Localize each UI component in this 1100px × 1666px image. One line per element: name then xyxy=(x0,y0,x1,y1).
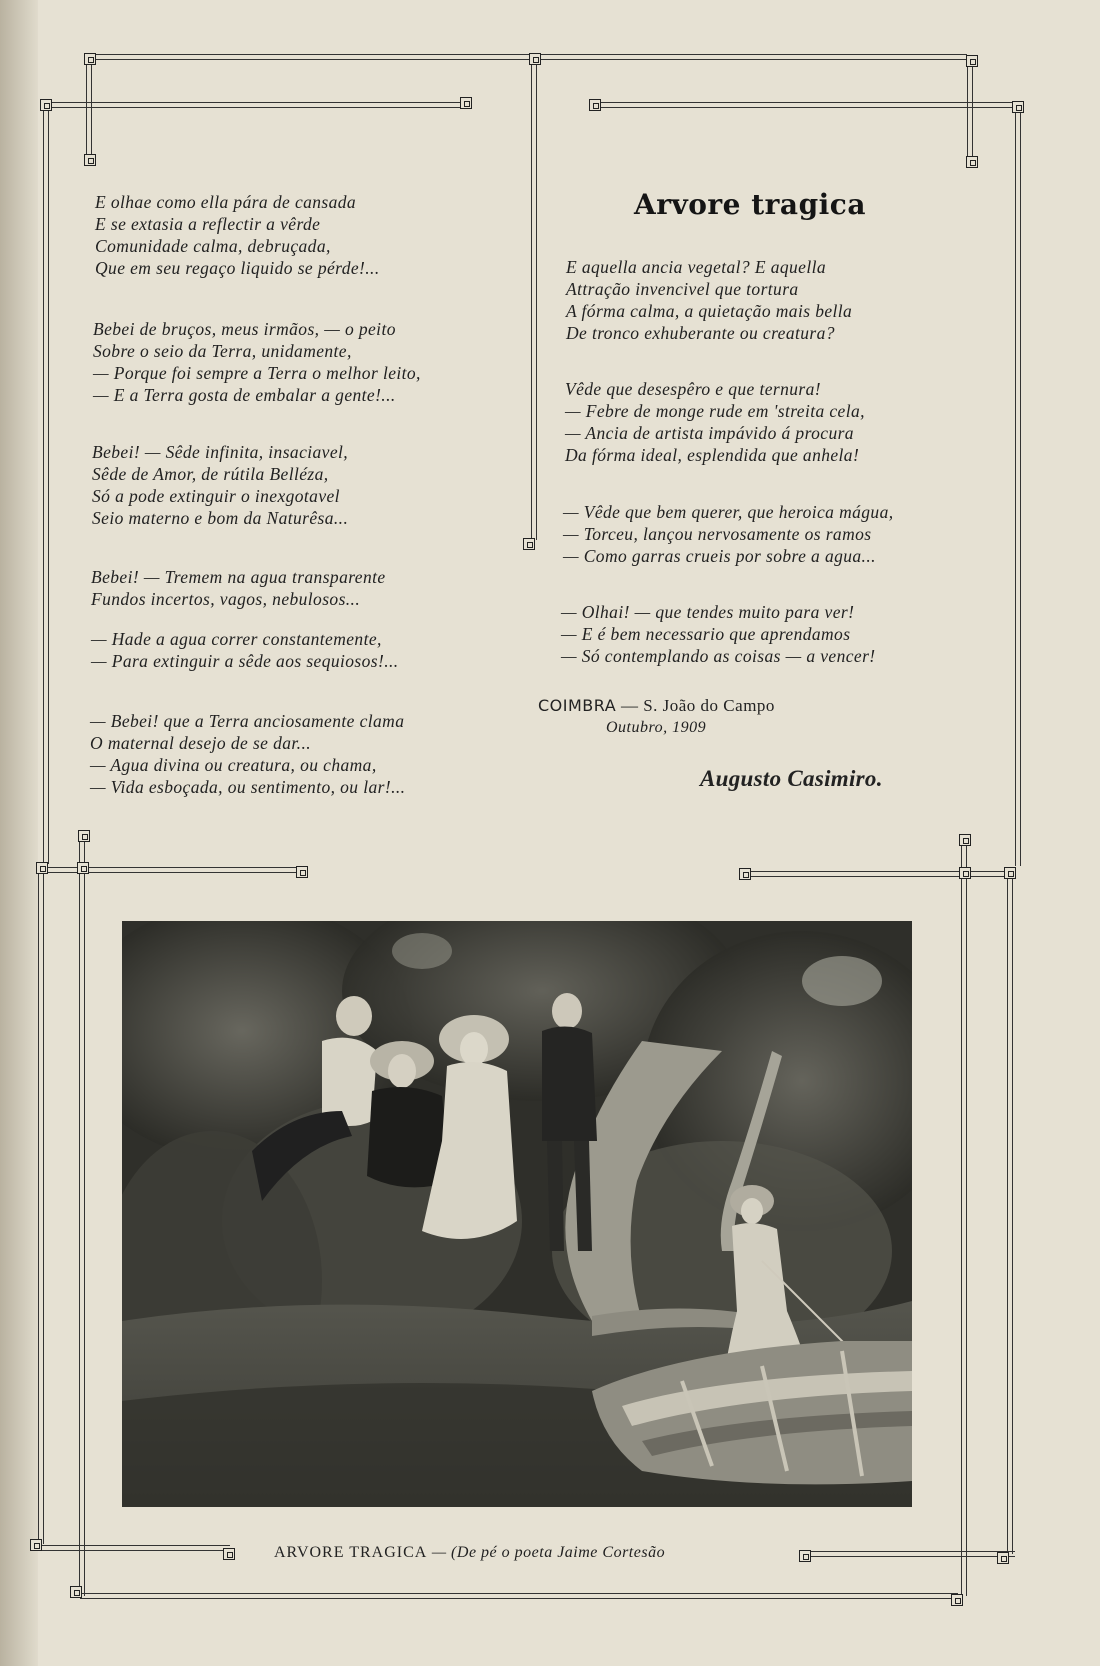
verse-line: — Torceu, lançou nervosamente os ramos xyxy=(563,524,872,544)
verse-line: — Vida esboçada, ou sentimento, ou lar!... xyxy=(90,777,406,797)
verse-line: — Para extinguir a sêde aos sequiosos!... xyxy=(91,651,399,671)
verse-line: — E a Terra gosta de embalar a gente!... xyxy=(93,385,396,405)
page-binding-edge xyxy=(0,0,38,1666)
verse-line: — Porque foi sempre a Terra o melhor leito, xyxy=(93,363,421,383)
verse-line: Vêde que desespêro e que ternura! xyxy=(565,379,822,399)
verse-line: Fundos incertos, vagos, nebulosos... xyxy=(91,589,361,609)
caption-title: ARVORE TRAGICA xyxy=(274,1544,428,1561)
verse-line: Attração invencivel que tortura xyxy=(566,279,799,299)
place-city: COIMBRA xyxy=(538,696,617,715)
verse-line: — Febre de monge rude em 'streita cela, xyxy=(565,401,865,421)
verse-line: — Só contemplando as coisas — a vencer! xyxy=(561,646,876,666)
verse-line: Seio materno e bom da Naturêsa... xyxy=(92,508,349,528)
verse-line: Que em seu regaço liquido se pérde!... xyxy=(95,258,380,278)
left-stanza-3 xyxy=(92,441,348,529)
left-stanza-4 xyxy=(91,566,386,610)
verse-line: Sobre o seio da Terra, unidamente, xyxy=(93,341,352,361)
verse-line: — Vêde que bem querer, que heroica mágua, xyxy=(563,502,894,522)
right-stanza-1 xyxy=(566,256,852,344)
verse-line: De tronco exhuberante ou creatura? xyxy=(566,323,835,343)
caption-detail: — (De pé o poeta Jaime Cortesão xyxy=(427,1544,666,1561)
poem-title: Arvore tragica xyxy=(634,188,866,221)
photo-caption xyxy=(274,1544,665,1562)
verse-line: Bebei! — Tremem na agua transparente xyxy=(91,567,386,587)
left-stanza-6 xyxy=(90,710,405,798)
photograph-image xyxy=(122,921,912,1507)
right-stanza-3 xyxy=(563,501,894,567)
verse-line: Comunidade calma, debruçada, xyxy=(95,236,331,256)
verse-line: E se extasia a reflectir a vêrde xyxy=(95,214,321,234)
verse-line: Da fórma ideal, esplendida que anhela! xyxy=(565,445,860,465)
verse-line: — Ancia de artista impávido á procura xyxy=(565,423,854,443)
verse-line: — Bebei! que a Terra anciosamente clama xyxy=(90,711,405,731)
verse-line: — Olhai! — que tendes muito para ver! xyxy=(561,602,855,622)
verse-line: — E é bem necessario que aprendamos xyxy=(561,624,851,644)
place-detail: — S. João do Campo xyxy=(616,696,775,715)
right-stanza-2 xyxy=(565,378,865,466)
left-stanza-1 xyxy=(95,191,380,279)
photograph xyxy=(122,921,912,1507)
verse-line: E aquella ancia vegetal? E aquella xyxy=(566,257,826,277)
verse-line: — Hade a agua correr constantemente, xyxy=(91,629,382,649)
verse-line: Bebei de bruços, meus irmãos, — o peito xyxy=(93,319,396,339)
poem-author: Augusto Casimiro. xyxy=(700,766,883,791)
verse-line: Só a pode extinguir o inexgotavel xyxy=(92,486,340,506)
verse-line: — Como garras crueis por sobre a agua... xyxy=(563,546,876,566)
poem-date: Outubro, 1909 xyxy=(606,719,707,736)
verse-line: Sêde de Amor, de rútila Belléza, xyxy=(92,464,329,484)
verse-line: E olhae como ella pára de cansada xyxy=(95,192,357,212)
left-stanza-2 xyxy=(93,318,421,406)
verse-line: — Agua divina ou creatura, ou chama, xyxy=(90,755,377,775)
right-stanza-4 xyxy=(561,601,876,667)
verse-line: A fórma calma, a quietação mais bella xyxy=(566,301,853,321)
poem-place xyxy=(538,696,775,716)
verse-line: O maternal desejo de se dar... xyxy=(90,733,312,753)
verse-line: Bebei! — Sêde infinita, insaciavel, xyxy=(92,442,349,462)
left-stanza-5 xyxy=(91,628,399,672)
